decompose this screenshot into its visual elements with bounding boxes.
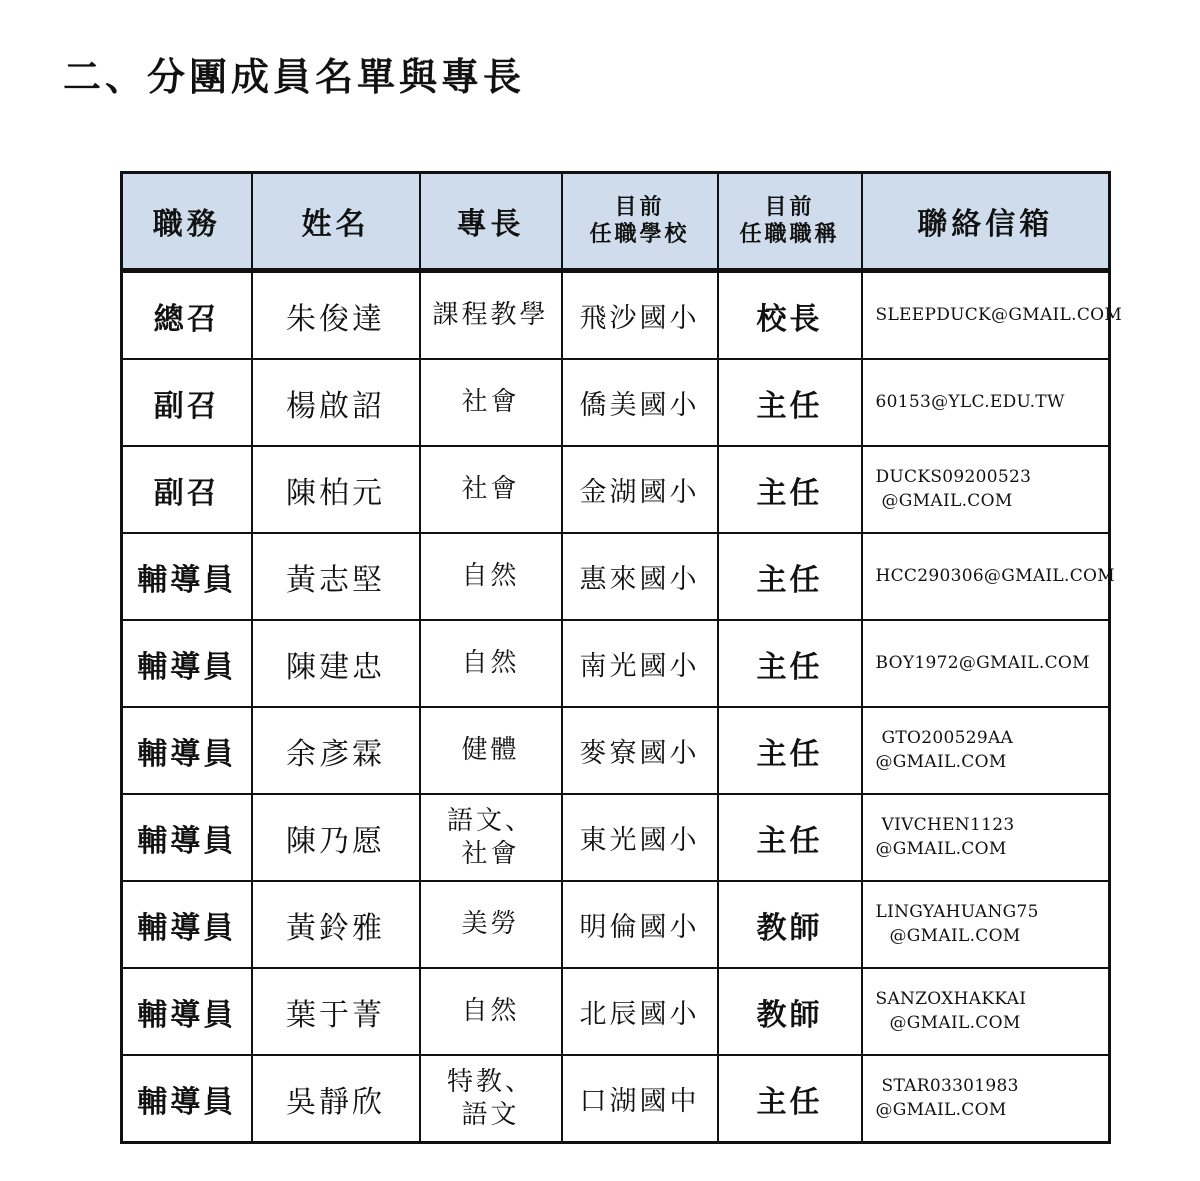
job-title-cell: 校長 [718, 271, 862, 360]
job-title-cell: 主任 [718, 620, 862, 707]
role-cell: 輔導員 [122, 794, 252, 881]
header-role: 職務 [122, 173, 252, 271]
school-cell: 口湖國中 [562, 1055, 718, 1143]
table-row [122, 271, 1110, 360]
email-cell: DUCKS09200523 @GMAIL.COM [862, 446, 1110, 533]
job-title-cell: 教師 [718, 881, 862, 968]
specialty-cell: 語文、 社會 [420, 794, 562, 881]
email-cell: BOY1972@GMAIL.COM [862, 620, 1110, 707]
school-cell: 麥寮國小 [562, 707, 718, 794]
name-cell: 楊啟詔 [252, 359, 420, 446]
name-cell: 黃志堅 [252, 533, 420, 620]
role-cell: 輔導員 [122, 620, 252, 707]
job-title-cell: 主任 [718, 446, 862, 533]
role-cell: 總召 [122, 271, 252, 360]
page-title: 二、分團成員名單與專長 [63, 54, 526, 99]
email-cell: SLEEPDUCK@GMAIL.COM [862, 271, 1110, 360]
job-title-cell: 主任 [718, 707, 862, 794]
name-cell: 黃鈴雅 [252, 881, 420, 968]
name-cell: 吳靜欣 [252, 1055, 420, 1143]
school-cell: 明倫國小 [562, 881, 718, 968]
specialty-cell: 自然 [420, 968, 562, 1055]
school-cell: 僑美國小 [562, 359, 718, 446]
school-cell: 東光國小 [562, 794, 718, 881]
specialty-cell: 課程教學 [420, 271, 562, 360]
name-cell: 陳柏元 [252, 446, 420, 533]
role-cell: 輔導員 [122, 881, 252, 968]
role-cell: 輔導員 [122, 968, 252, 1055]
header-specialty: 專長 [420, 173, 562, 271]
school-cell: 惠來國小 [562, 533, 718, 620]
table-row [122, 968, 1110, 1055]
table-row [122, 881, 1110, 968]
table-row [122, 707, 1110, 794]
name-cell: 葉于菁 [252, 968, 420, 1055]
role-cell: 副召 [122, 446, 252, 533]
role-cell: 副召 [122, 359, 252, 446]
table-header-row [122, 173, 1110, 271]
job-title-cell: 主任 [718, 1055, 862, 1143]
name-cell: 陳建忠 [252, 620, 420, 707]
email-cell: GTO200529AA @GMAIL.COM [862, 707, 1110, 794]
role-cell: 輔導員 [122, 533, 252, 620]
header-name: 姓名 [252, 173, 420, 271]
email-cell: HCC290306@GMAIL.COM [862, 533, 1110, 620]
header-job-title: 目前 任職職稱 [718, 173, 862, 271]
school-cell: 飛沙國小 [562, 271, 718, 360]
specialty-cell: 社會 [420, 359, 562, 446]
email-cell: LINGYAHUANG75 @GMAIL.COM [862, 881, 1110, 968]
specialty-cell: 健體 [420, 707, 562, 794]
email-cell: 60153@YLC.EDU.TW [862, 359, 1110, 446]
table-row [122, 1055, 1110, 1143]
specialty-cell: 自然 [420, 620, 562, 707]
table-row [122, 446, 1110, 533]
job-title-cell: 主任 [718, 794, 862, 881]
specialty-cell: 社會 [420, 446, 562, 533]
school-cell: 南光國小 [562, 620, 718, 707]
job-title-cell: 教師 [718, 968, 862, 1055]
name-cell: 余彥霖 [252, 707, 420, 794]
email-cell: STAR03301983 @GMAIL.COM [862, 1055, 1110, 1143]
member-table [120, 171, 1123, 1144]
name-cell: 陳乃愿 [252, 794, 420, 881]
header-school: 目前 任職學校 [562, 173, 718, 271]
specialty-cell: 自然 [420, 533, 562, 620]
table-row [122, 620, 1110, 707]
specialty-cell: 特教、 語文 [420, 1055, 562, 1143]
school-cell: 金湖國小 [562, 446, 718, 533]
header-email: 聯絡信箱 [862, 173, 1110, 271]
table-row [122, 359, 1110, 446]
email-cell: SANZOXHAKKAI @GMAIL.COM [862, 968, 1110, 1055]
name-cell: 朱俊達 [252, 271, 420, 360]
table-row [122, 794, 1110, 881]
specialty-cell: 美勞 [420, 881, 562, 968]
email-cell: VIVCHEN1123 @GMAIL.COM [862, 794, 1110, 881]
table-row [122, 533, 1110, 620]
job-title-cell: 主任 [718, 533, 862, 620]
job-title-cell: 主任 [718, 359, 862, 446]
school-cell: 北辰國小 [562, 968, 718, 1055]
role-cell: 輔導員 [122, 1055, 252, 1143]
role-cell: 輔導員 [122, 707, 252, 794]
